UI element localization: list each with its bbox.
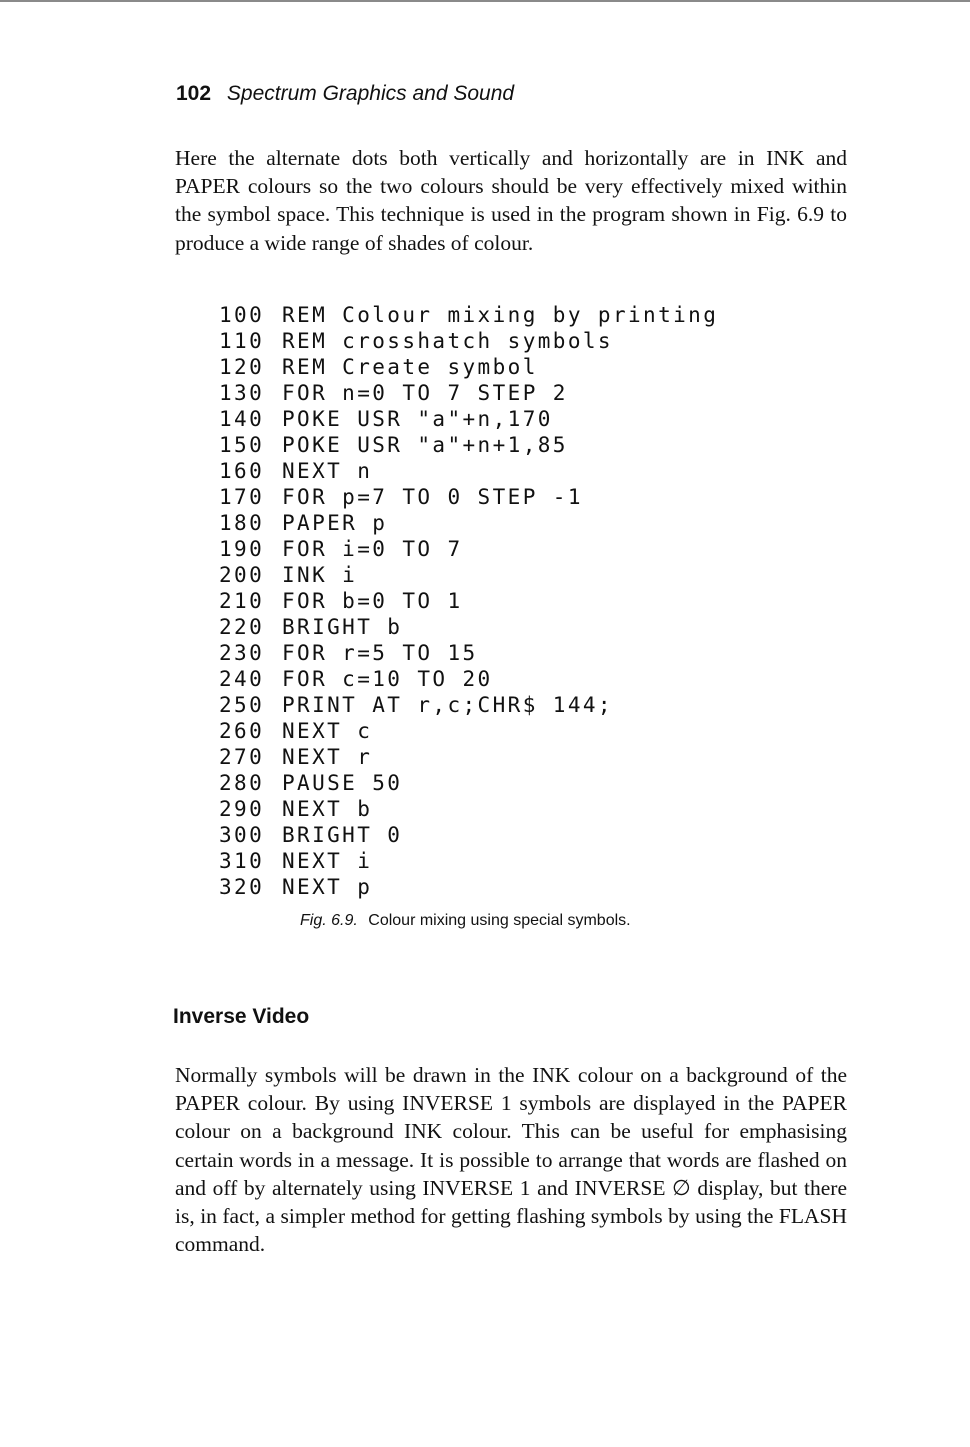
code-line	[219, 640, 718, 666]
line-number: 140	[219, 407, 265, 431]
code-line	[219, 406, 718, 432]
running-header	[176, 82, 514, 106]
book-title: Spectrum Graphics and Sound	[226, 82, 515, 105]
line-number: 320	[219, 875, 265, 899]
line-number: 270	[219, 745, 265, 769]
figure-label: Fig. 6.9.	[300, 912, 358, 929]
line-code: NEXT b	[282, 797, 373, 821]
line-number: 190	[219, 537, 265, 561]
code-line	[219, 458, 718, 484]
figure-caption	[300, 912, 631, 930]
line-code: REM crosshatch symbols	[282, 329, 613, 353]
line-code: FOR r=5 TO 15	[282, 641, 478, 665]
line-number: 310	[219, 849, 265, 873]
code-line	[219, 614, 718, 640]
line-number: 250	[219, 693, 265, 717]
line-number: 300	[219, 823, 265, 847]
program-listing	[219, 302, 718, 900]
code-line	[219, 588, 718, 614]
line-code: BRIGHT 0	[282, 823, 403, 847]
line-code: FOR i=0 TO 7	[282, 537, 463, 561]
code-line	[219, 432, 718, 458]
line-number: 160	[219, 459, 265, 483]
code-line	[219, 666, 718, 692]
line-code: FOR p=7 TO 0 STEP -1	[282, 485, 583, 509]
line-code: PAPER p	[282, 511, 388, 535]
line-number: 280	[219, 771, 265, 795]
line-number: 200	[219, 563, 265, 587]
line-code: INK i	[282, 563, 358, 587]
line-code: POKE USR "a"+n,170	[282, 407, 553, 431]
line-number: 220	[219, 615, 265, 639]
code-line	[219, 354, 718, 380]
code-line	[219, 796, 718, 822]
code-line	[219, 822, 718, 848]
line-code: POKE USR "a"+n+1,85	[282, 433, 568, 457]
page-number: 102	[176, 82, 212, 105]
code-line	[219, 380, 718, 406]
code-line	[219, 744, 718, 770]
line-code: NEXT i	[282, 849, 373, 873]
code-line	[219, 328, 718, 354]
line-code: REM Colour mixing by printing	[282, 303, 719, 327]
line-number: 120	[219, 355, 265, 379]
line-number: 170	[219, 485, 265, 509]
code-line	[219, 484, 718, 510]
line-code: FOR b=0 TO 1	[282, 589, 463, 613]
line-code: FOR n=0 TO 7 STEP 2	[282, 381, 568, 405]
line-code: NEXT n	[282, 459, 373, 483]
code-line	[219, 302, 718, 328]
line-number: 230	[219, 641, 265, 665]
line-code: NEXT p	[282, 875, 373, 899]
code-line	[219, 848, 718, 874]
code-line	[219, 536, 718, 562]
intro-paragraph: Here the alternate dots both vertically and horizontally are in INK and PAPER colours so the two colours should be very effectively mixed within the symbol space. This technique is used in the program shown in Fig. 6.9 to produce a wide range of shades of colour.	[175, 146, 847, 255]
top-page-edge	[0, 0, 970, 2]
line-number: 290	[219, 797, 265, 821]
figure-caption-text: Colour mixing using special symbols.	[368, 912, 631, 929]
line-number: 150	[219, 433, 265, 457]
code-line	[219, 510, 718, 536]
line-code: NEXT c	[282, 719, 373, 743]
code-line	[219, 718, 718, 744]
line-number: 100	[219, 303, 265, 327]
code-line	[219, 874, 718, 900]
line-code: BRIGHT b	[282, 615, 403, 639]
line-code: PRINT AT r,c;CHR$ 144;	[282, 693, 613, 717]
line-code: REM Create symbol	[282, 355, 538, 379]
code-line	[219, 692, 718, 718]
line-code: NEXT r	[282, 745, 373, 769]
line-number: 210	[219, 589, 265, 613]
line-number: 130	[219, 381, 265, 405]
line-code: FOR c=10 TO 20	[282, 667, 493, 691]
line-number: 240	[219, 667, 265, 691]
line-number: 180	[219, 511, 265, 535]
code-line	[219, 770, 718, 796]
line-number: 110	[219, 329, 265, 353]
section-paragraph: Normally symbols will be drawn in the INK colour on a background of the PAPER colour. By using INVERSE 1 symbols are displayed in the PAPER colour on a background INK colour. This can be useful for emphasising certain words in a message. It is possible to arrange that words are flashed on and off by alternately using INVERSE 1 and INVERSE ∅ display, but there is, in fact, a simpler method for getting flashing symbols by using the FLASH command.	[175, 1063, 847, 1257]
line-number: 260	[219, 719, 265, 743]
section-heading: Inverse Video	[173, 1005, 310, 1028]
line-code: PAUSE 50	[282, 771, 403, 795]
code-line	[219, 562, 718, 588]
